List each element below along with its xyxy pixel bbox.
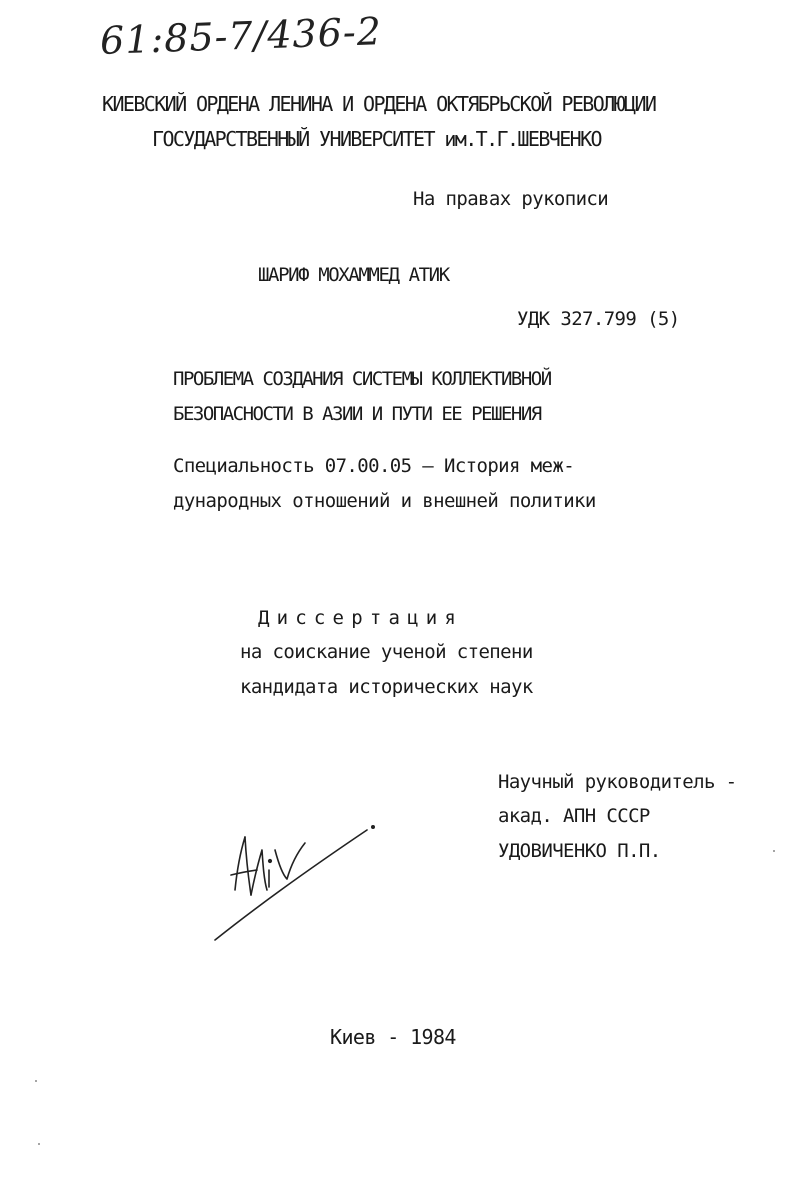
supervisor-name: УДОВИЧЕНКО П.П.	[498, 840, 661, 862]
dissertation-degree-line-1: на соискание ученой степени	[240, 641, 533, 663]
city-year: Киев - 1984	[330, 1025, 456, 1049]
scan-speck	[773, 850, 775, 852]
title-line-2: БЕЗОПАСНОСТИ В АЗИИ И ПУТИ ЕЕ РЕШЕНИЯ	[173, 403, 541, 425]
manuscript-rights: На правах рукописи	[413, 188, 609, 210]
institution-line-2: ГОСУДАРСТВЕННЫЙ УНИВЕРСИТЕТ им.Т.Г.ШЕВЧЕНКО	[152, 127, 601, 151]
scan-speck	[35, 1080, 37, 1082]
author-name: ШАРИФ МОХАММЕД АТИК	[258, 264, 449, 286]
specialty-line-2: дународных отношений и внешней политики	[173, 490, 596, 512]
supervisor-role: Научный руководитель -	[498, 771, 737, 793]
handwritten-signature	[205, 815, 385, 950]
institution-line-1: КИЕВСКИЙ ОРДЕНА ЛЕНИНА И ОРДЕНА ОКТЯБРЬСКОЙ РЕВОЛЮЦИИ	[102, 92, 656, 116]
dissertation-heading: Диссертация	[258, 607, 464, 629]
specialty-line-1: Специальность 07.00.05 – История меж-	[173, 455, 575, 477]
archive-code-handwritten: 61:85-7/436-2	[99, 9, 383, 63]
scan-speck	[38, 1143, 40, 1145]
udc-code: УДК 327.799 (5)	[517, 308, 680, 330]
title-line-1: ПРОБЛЕМА СОЗДАНИЯ СИСТЕМЫ КОЛЛЕКТИВНОЙ	[173, 368, 551, 390]
supervisor-title: акад. АПН СССР	[498, 805, 650, 827]
dissertation-degree-line-2: кандидата исторических наук	[240, 676, 533, 698]
